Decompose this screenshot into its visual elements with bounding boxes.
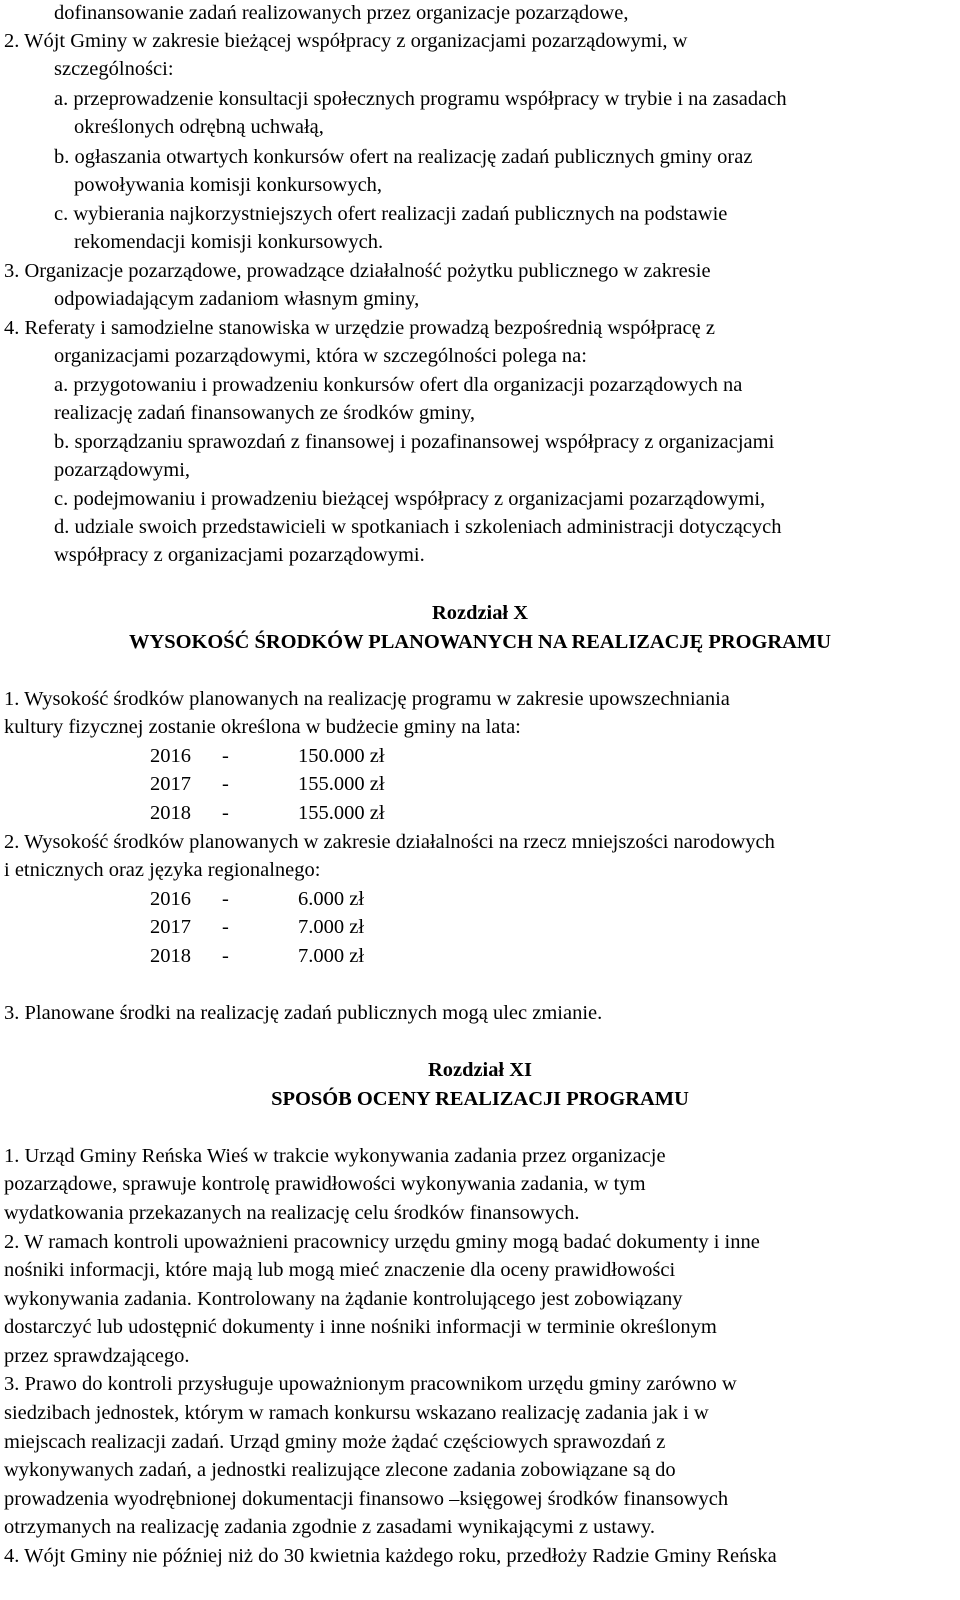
section-item-4: 4. Wójt Gminy nie później niż do 30 kwietnia każdego roku, przedłoży Radzie Gminy Reńska [4,1545,777,1567]
section-item-1: 1. Urząd Gminy Reńska Wieś w trakcie wykonywania zadania przez organizacje [4,1145,666,1167]
text-line: współpracy z organizacjami pozarządowymi. [54,544,425,566]
section-item-3: 3. Planowane środki na realizację zadań publicznych mogą ulec zmianie. [4,1002,603,1024]
text-line: dofinansowanie zadań realizowanych przez organizacje pozarządowe, [54,2,629,24]
section-item-1: 1. Wysokość środków planowanych na realizację programu w zakresie upowszechniania [4,688,730,710]
budget-amount: 7.000 zł [298,916,365,938]
text-line: szczególności: [54,58,174,80]
budget-dash: - [222,945,229,967]
text-line: nośniki informacji, które mają lub mogą mieć znaczenie dla oceny prawidłowości [4,1259,676,1281]
text-line: określonych odrębną uchwałą, [74,116,324,138]
budget-amount: 150.000 zł [298,745,385,767]
budget-year: 2018 [150,945,191,967]
budget-dash: - [222,888,229,910]
budget-dash: - [222,802,229,824]
text-line: dostarczyć lub udostępnić dokumenty i inne nośniki informacji w terminie określonym [4,1316,717,1338]
budget-year: 2016 [150,745,191,767]
text-line: wykonywanych zadań, a jednostki realizujące zlecone zadania zobowiązane są do [4,1459,676,1481]
budget-year: 2017 [150,916,191,938]
section-item-2: 2. Wysokość środków planowanych w zakresie działalności na rzecz mniejszości narodowych [4,831,775,853]
text-line: i etnicznych oraz języka regionalnego: [4,859,321,881]
list-item-a: a. przygotowaniu i prowadzeniu konkursów ofert dla organizacji pozarządowych na [54,374,743,396]
budget-dash: - [222,916,229,938]
chapter-title: WYSOKOŚĆ ŚRODKÓW PLANOWANYCH NA REALIZACJĘ PROGRAMU [129,631,831,653]
text-line: przez sprawdzającego. [4,1345,190,1367]
list-item-c: c. podejmowaniu i prowadzeniu bieżącej współpracy z organizacjami pozarządowymi, [54,488,766,510]
text-line: pozarządowymi, [54,459,191,481]
list-item-2: 2. Wójt Gminy w zakresie bieżącej współpracy z organizacjami pozarządowymi, w [4,30,688,52]
chapter-heading: Rozdział XI [428,1059,532,1081]
text-line: siedzibach jednostek, którym w ramach konkursu wskazano realizację zadania jak i w [4,1402,709,1424]
budget-amount: 155.000 zł [298,802,385,824]
text-line: wykonywania zadania. Kontrolowany na żądanie kontrolującego jest zobowiązany [4,1288,683,1310]
list-item-d: d. udziale swoich przedstawicieli w spotkaniach i szkoleniach administracji dotyczących [54,516,782,538]
budget-dash: - [222,773,229,795]
budget-year: 2017 [150,773,191,795]
text-line: miejscach realizacji zadań. Urząd gminy może żądać częściowych sprawozdań z [4,1431,666,1453]
list-item-c: c. wybierania najkorzystniejszych ofert realizacji zadań publicznych na podstawie [54,203,728,225]
section-item-3: 3. Prawo do kontroli przysługuje upoważnionym pracownikom urzędu gminy zarówno w [4,1373,737,1395]
text-line: realizację zadań finansowanych ze środków gminy, [54,402,476,424]
budget-year: 2018 [150,802,191,824]
text-line: prowadzenia wyodrębnionej dokumentacji finansowo –księgowej środków finansowych [4,1488,729,1510]
chapter-heading: Rozdział X [432,602,528,624]
text-line: pozarządowe, sprawuje kontrolę prawidłowości wykonywania zadania, w tym [4,1173,646,1195]
list-item-4: 4. Referaty i samodzielne stanowiska w urzędzie prowadzą bezpośrednią współpracę z [4,317,715,339]
list-item-b: b. ogłaszania otwartych konkursów ofert na realizację zadań publicznych gminy oraz [54,146,753,168]
text-line: wydatkowania przekazanych na realizację celu środków finansowych. [4,1202,580,1224]
text-line: otrzymanych na realizację zadania zgodnie z zasadami wynikającymi z ustawy. [4,1516,655,1538]
text-line: kultury fizycznej zostanie określona w budżecie gminy na lata: [4,716,521,738]
budget-amount: 7.000 zł [298,945,365,967]
list-item-a: a. przeprowadzenie konsultacji społecznych programu współpracy w trybie i na zasadach [54,88,787,110]
text-line: organizacjami pozarządowymi, która w szczególności polega na: [54,345,587,367]
text-line: odpowiadającym zadaniom własnym gminy, [54,288,420,310]
list-item-3: 3. Organizacje pozarządowe, prowadzące działalność pożytku publicznego w zakresie [4,260,711,282]
budget-amount: 155.000 zł [298,773,385,795]
text-line: powoływania komisji konkursowych, [74,174,383,196]
budget-year: 2016 [150,888,191,910]
chapter-title: SPOSÓB OCENY REALIZACJI PROGRAMU [271,1088,689,1110]
section-item-2: 2. W ramach kontroli upoważnieni pracownicy urzędu gminy mogą badać dokumenty i inne [4,1231,760,1253]
budget-dash: - [222,745,229,767]
text-line: rekomendacji komisji konkursowych. [74,231,384,253]
list-item-b: b. sporządzaniu sprawozdań z finansowej i pozafinansowej współpracy z organizacjami [54,431,775,453]
budget-amount: 6.000 zł [298,888,365,910]
